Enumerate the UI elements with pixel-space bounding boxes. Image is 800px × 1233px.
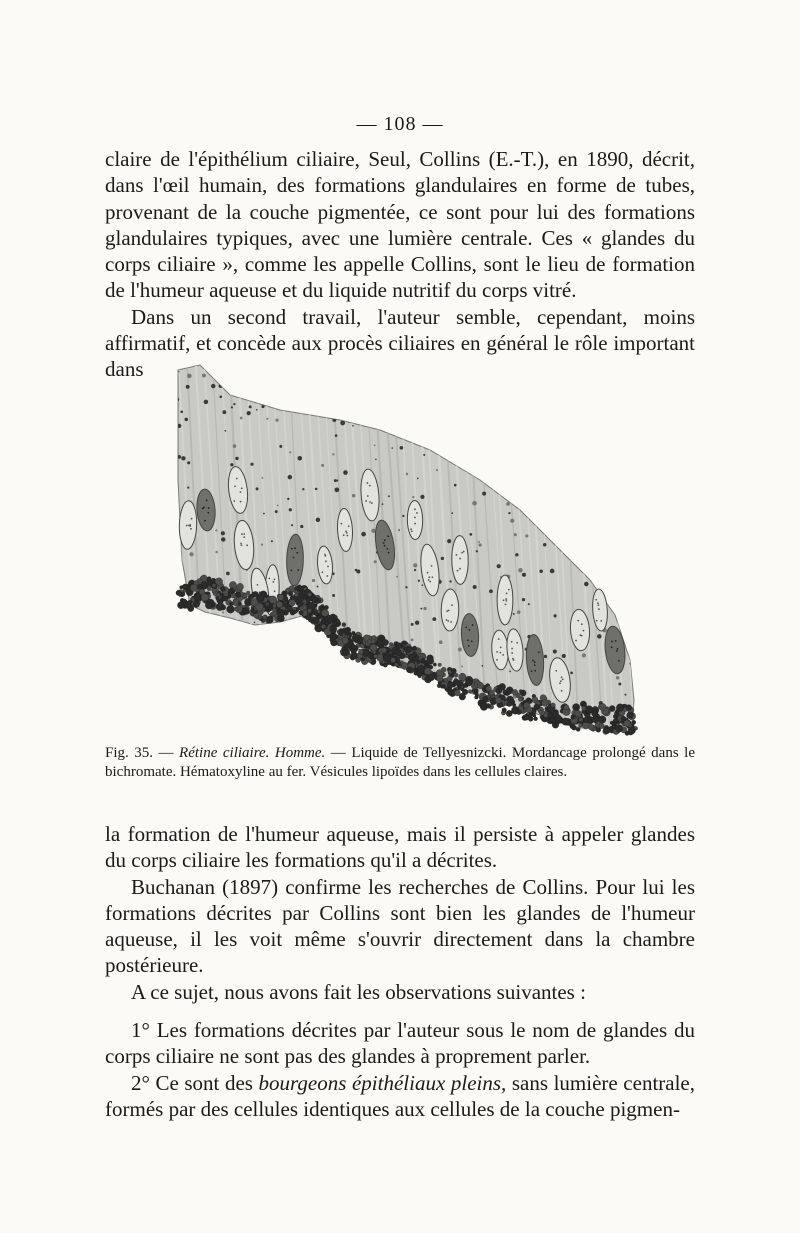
text-run: 2° Ce sont des (131, 1070, 253, 1095)
page-number: — 108 — (356, 113, 444, 135)
paragraph: A ce sujet, nous avons fait les observations suivantes : (131, 979, 586, 1004)
text-run: sans lumière centrale, formés par des cellules identiques aux cellules de la couche pigmen- (105, 1070, 696, 1121)
emphasis: bourgeons épithéliaux pleins, (258, 1070, 507, 1095)
cell-nucleus (451, 536, 468, 585)
paragraph: la formation de l'humeur aqueuse, mais il persiste à appeler glandes du corps ciliaire les formations qu'il a décrites. (105, 822, 695, 873)
paragraph: Dans un second travail, l'auteur semble, cependant, moins affirmatif, et concède aux procès ciliaires en général le rôle important dans (105, 304, 695, 382)
paragraph (105, 1070, 695, 1123)
retina-ciliary-drawing (160, 360, 640, 740)
cell-nucleus (441, 589, 459, 631)
caption-title: Rétine ciliaire. Homme. (179, 745, 326, 761)
paragraph: claire de l'épithélium ciliaire, Seul, Collins (E.-T.), en 1890, décrit, dans l'œil humain, des formations glandulaires en forme de tubes, provenant de la couche pigmentée, ce sont pour lui des formations glandulaires typiques, avec une lumière centrale. Ces « glandes du corps ciliaire », comme les appelle Collins, sont le lieu de formation de l'humeur aqueuse et du liquide nutritif du corps vitré. (105, 147, 695, 303)
figure-caption: Fig. 35. — Rétine ciliaire. Homme. — Liquide de Tellyesnizcki. Mordancage prolongé dans le bichromate. Hématoxyline au fer. Vésicules lipoïdes dans les cellules claires. (105, 745, 696, 780)
cell-nucleus (407, 500, 423, 539)
figure-illustration (160, 360, 640, 740)
paragraph: 1° Les formations décrites par l'auteur sous le nom de glandes du corps ciliaire ne sont pas des glandes à proprement parler. (105, 1018, 695, 1069)
caption-text: Liquide de Tellyesnizcki. Mordancage prolongé dans le bichromate. Hématoxyline au fer. Vésicules lipoïdes dans les cellules claires. (105, 745, 696, 780)
paragraph: Buchanan (1897) confirme les recherches de Collins. Pour lui les formations décrites par Collins sont bien les glandes de l'humeur aqueuse, il les voit même s'ouvrir directement dans la chambre postérieure. (105, 874, 695, 978)
cell-nucleus (497, 575, 513, 625)
body-text-bottom (105, 821, 695, 1122)
caption-label: Fig. 35. (105, 745, 154, 761)
body-text-top (105, 146, 695, 383)
